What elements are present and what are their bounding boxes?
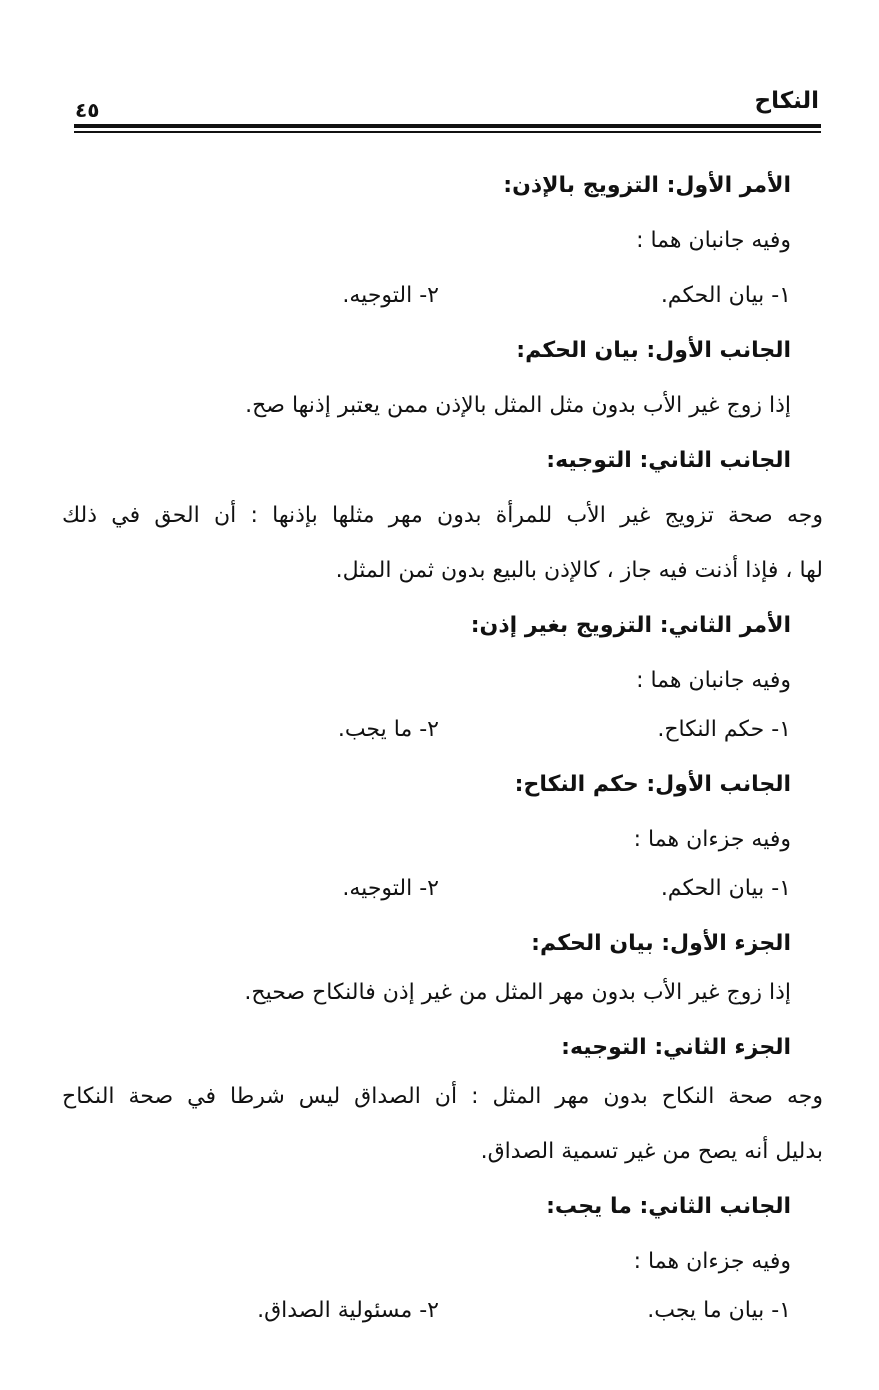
intro-line: وفيه جزءان هما : (633, 1249, 791, 1274)
section-heading: الأمر الأول: التزويج بالإذن: (503, 173, 791, 198)
header-rule-thin (74, 131, 821, 133)
list-item: ٢- مسئولية الصداق. (257, 1298, 439, 1323)
subsection-heading: الجانب الأول: حكم النكاح: (514, 772, 791, 797)
list-item: ١- بيان الحكم. (660, 876, 791, 901)
list-item: ٢- التوجيه. (342, 876, 439, 901)
intro-line: وفيه جانبان هما : (636, 228, 791, 253)
enumerated-list (62, 272, 791, 327)
page-number: ٤٥ (75, 98, 100, 122)
paragraph-line: وجه صحة تزويج غير الأب للمرأة بدون مهر مثلها بإذنها : أن الحق في ذلك (62, 503, 823, 528)
paragraph-line: وجه صحة النكاح بدون مهر المثل : أن الصداق ليس شرطا في صحة النكاح (62, 1084, 823, 1109)
subsection-heading: الجانب الثاني: التوجيه: (546, 448, 791, 473)
intro-line: وفيه جانبان هما : (636, 668, 791, 693)
paragraph-line: بدليل أنه يصح من غير تسمية الصداق. (480, 1139, 823, 1164)
list-item: ٢- ما يجب. (337, 717, 439, 742)
running-header-title: النكاح (754, 88, 819, 114)
list-item: ١- بيان ما يجب. (647, 1298, 791, 1323)
paragraph: إذا زوج غير الأب بدون مهر المثل من غير إذن فالنكاح صحيح. (244, 980, 791, 1005)
paragraph: إذا زوج غير الأب بدون مثل المثل بالإذن ممن يعتبر إذنها صح. (245, 393, 791, 418)
subsection-heading: الجزء الأول: بيان الحكم: (531, 931, 791, 956)
enumerated-list (62, 865, 791, 920)
subsection-heading: الجانب الأول: بيان الحكم: (516, 338, 791, 363)
page-body (62, 162, 823, 1342)
paragraph-line: لها ، فإذا أذنت فيه جاز ، كالإذن بالبيع بدون ثمن المثل. (335, 558, 823, 583)
enumerated-list (62, 706, 791, 761)
header-rule-thick (74, 124, 821, 128)
intro-line: وفيه جزءان هما : (633, 827, 791, 852)
list-item: ١- حكم النكاح. (657, 717, 791, 742)
subsection-heading: الجزء الثاني: التوجيه: (561, 1035, 791, 1060)
enumerated-list (62, 1287, 791, 1342)
section-heading: الأمر الثاني: التزويج بغير إذن: (470, 613, 791, 638)
subsection-heading: الجانب الثاني: ما يجب: (546, 1194, 791, 1219)
list-item: ٢- التوجيه. (342, 283, 439, 308)
list-item: ١- بيان الحكم. (660, 283, 791, 308)
